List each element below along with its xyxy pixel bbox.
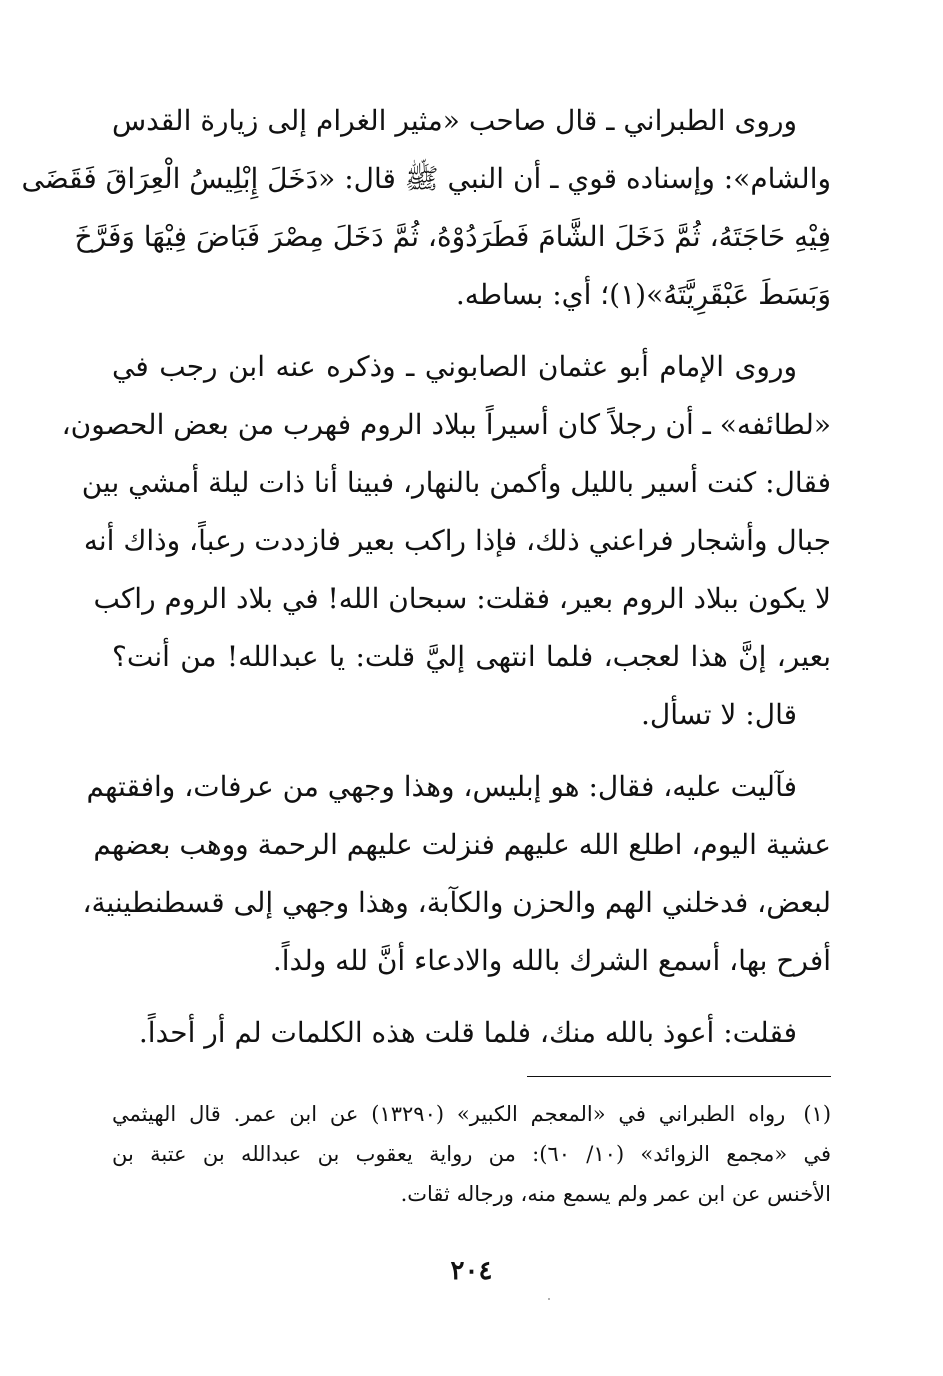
footnote-line — [112, 1094, 831, 1134]
main-text — [21, 92, 831, 1062]
text-line: «لطائفه» ـ أن رجلاً كان أسيراً ببلاد الروم فهرب من بعض الحصون، — [61, 408, 831, 441]
paragraph-5 — [112, 1004, 831, 1062]
text-line: لبعض، فدخلني الهم والحزن والكآبة، وهذا وجهي إلى قسطنطينية، — [82, 886, 831, 919]
text-line: فقلت: أعوذ بالله منك، فلما قلت هذه الكلمات لم أر أحداً. — [138, 1016, 797, 1049]
scan-speck — [548, 1298, 550, 1300]
text-line: والشام»: وإسناده قوي ـ أن النبي ﷺ قال: «دَخَلَ إِبْلِيسُ الْعِرَاقَ فَقَضَى — [21, 162, 831, 195]
paragraph-2 — [61, 338, 831, 686]
footnote-line: في «مجمع الزوائد» (١٠/ ٦٠): من رواية يعقوب بن عبدالله بن عتبة بن — [112, 1142, 831, 1166]
text-line: وروى الطبراني ـ قال صاحب «مثير الغرام إلى زيارة القدس — [112, 104, 797, 137]
text-line: فآليت عليه، فقال: هو إبليس، وهذا وجهي من عرفات، وافقتهم — [86, 770, 797, 803]
paragraph-3 — [112, 686, 831, 744]
paragraph-1 — [21, 92, 831, 324]
footnote — [112, 1094, 831, 1214]
footnote-number: (١) — [803, 1102, 832, 1126]
text-line: فِيْهِ حَاجَتَهُ، ثُمَّ دَخَلَ الشَّامَ فَطَرَدُوْهُ، ثُمَّ دَخَلَ مِصْرَ فَبَاضَ فِيْهَا وَفَرَّخَ — [74, 220, 831, 253]
page-number: ٢٠٤ — [450, 1256, 493, 1286]
text-line: عشية اليوم، اطلع الله عليهم فنزلت عليهم الرحمة ووهب بعضهم — [93, 828, 831, 861]
paragraph-4 — [82, 758, 831, 990]
text-line: وَبَسَطَ عَبْقَرِيَّتَهُ»(١)؛ أي: بساطه. — [455, 278, 831, 311]
footnote-text: رواه الطبراني في «المعجم الكبير» (١٣٢٩٠) عن ابن عمر. قال الهيثمي — [112, 1102, 786, 1126]
text-line: لا يكون ببلاد الروم بعير، فقلت: سبحان الله! في بلاد الروم راكب — [93, 582, 831, 615]
text-line: وروى الإمام أبو عثمان الصابوني ـ وذكره عنه ابن رجب في — [112, 350, 797, 383]
text-line: بعير، إنَّ هذا لعجب، فلما انتهى إليَّ قلت: يا عبدالله! من أنت؟ — [112, 640, 831, 673]
footnote-separator — [527, 1076, 831, 1077]
footnote-line: الأخنس عن ابن عمر ولم يسمع منه، ورجاله ثقات. — [400, 1182, 831, 1206]
text-line: أفرح بها، أسمع الشرك بالله والادعاء أنَّ لله ولداً. — [272, 944, 831, 977]
text-line: جبال وأشجار فراعني ذلك، فإذا راكب بعير فازددت رعباً، وذاك أنه — [83, 524, 831, 557]
text-line: فقال: كنت أسير بالليل وأكمن بالنهار، فبينا أنا ذات ليلة أمشي بين — [81, 466, 831, 499]
text-line: قال: لا تسأل. — [640, 698, 797, 731]
